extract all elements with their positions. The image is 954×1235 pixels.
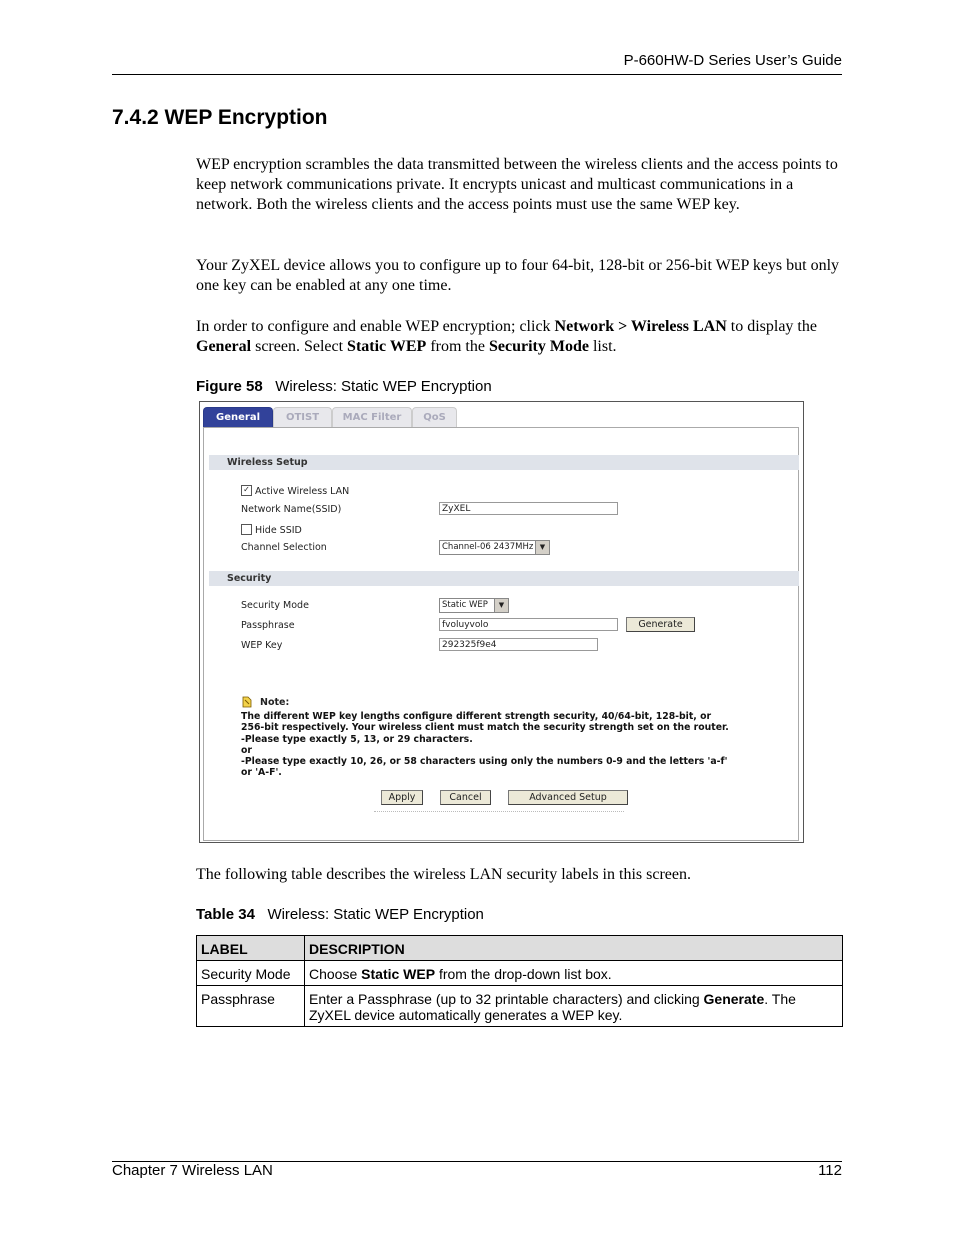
menu-path: Network > Wireless LAN	[554, 318, 727, 335]
option-name: Static WEP	[361, 966, 436, 982]
security-mode-label: Security Mode	[241, 600, 309, 611]
generate-button[interactable]: Generate	[626, 617, 695, 632]
button-name: Generate	[703, 991, 765, 1007]
text-run: Choose	[309, 966, 362, 982]
field-name: Security Mode	[488, 338, 589, 355]
text-run: Enter a Passphrase (up to 32 printable characters) and clicking	[309, 991, 704, 1007]
table-row	[197, 986, 843, 1027]
column-header-description: DESCRIPTION	[305, 936, 843, 961]
note-label: Note:	[260, 697, 290, 708]
divider	[374, 811, 624, 812]
running-header: P-660HW-D Series User’s Guide	[623, 52, 842, 69]
security-mode-value: Static WEP	[442, 600, 488, 610]
description-table	[196, 935, 843, 1027]
table-title: Wireless: Static WEP Encryption	[267, 906, 484, 923]
chevron-down-icon: ▼	[494, 599, 508, 612]
hide-ssid-checkbox[interactable]	[241, 524, 252, 535]
hide-ssid-label: Hide SSID	[255, 525, 302, 536]
figure-caption	[196, 378, 492, 395]
settings-panel	[203, 427, 799, 841]
chevron-down-icon: ▼	[535, 541, 549, 554]
option-name: Static WEP	[347, 338, 427, 355]
channel-value: Channel-06 2437MHz	[442, 542, 534, 552]
ssid-label: Network Name(SSID)	[241, 504, 342, 515]
chapter-title: Chapter 7 Wireless LAN	[112, 1162, 273, 1179]
tab-qos[interactable]: QoS	[412, 407, 457, 428]
tab-bar	[203, 406, 799, 428]
note-line: or 'A-F'.	[241, 767, 282, 779]
router-screenshot	[199, 401, 804, 843]
tab-general[interactable]: General	[203, 407, 273, 428]
row-label: Passphrase	[197, 986, 305, 1027]
note-text	[241, 711, 781, 779]
paragraph-wep-intro: WEP encryption scrambles the data transmitted between the wireless clients and the access points to keep network communications private. It encrypts unicast and multicast communications in a network. Both the wireless clients and the access points must use the same WEP key.	[196, 156, 838, 213]
table-row	[197, 961, 843, 986]
cancel-button[interactable]: Cancel	[440, 790, 491, 805]
text-run: list.	[588, 338, 617, 355]
figure-title: Wireless: Static WEP Encryption	[275, 378, 492, 395]
note-line: -Please type exactly 10, 26, or 58 characters using only the numbers 0-9 and the letters 'a-f'	[241, 756, 728, 768]
security-mode-select[interactable]	[439, 598, 509, 613]
wep-key-input[interactable]: 292325f9e4	[439, 638, 598, 651]
column-header-label: LABEL	[197, 936, 305, 961]
text-run: from the	[426, 338, 489, 355]
text-run: to display the	[726, 318, 817, 335]
paragraph-wep-keys: Your ZyXEL device allows you to configure up to four 64-bit, 128-bit or 256-bit WEP keys but only one key can be enabled at any one time.	[196, 257, 840, 294]
table-caption	[196, 906, 484, 923]
row-label: Security Mode	[197, 961, 305, 986]
row-description	[305, 961, 843, 986]
passphrase-input[interactable]: fvoluyvolo	[439, 618, 618, 631]
advanced-setup-button[interactable]: Advanced Setup	[508, 790, 628, 805]
note-line: 256-bit respectively. Your wireless client must match the security strength set on the router.	[241, 722, 729, 734]
note-line: The different WEP key lengths configure different strength security, 40/64-bit, 128-bit, or	[241, 711, 712, 722]
wep-key-label: WEP Key	[241, 640, 283, 651]
table-header-row	[197, 936, 843, 961]
note-hand-icon	[241, 696, 253, 708]
ssid-input[interactable]: ZyXEL	[439, 502, 618, 515]
note-line: or	[241, 744, 252, 756]
active-wireless-label: Active Wireless LAN	[255, 486, 350, 497]
apply-button[interactable]: Apply	[381, 790, 423, 805]
passphrase-label: Passphrase	[241, 620, 295, 631]
text-run: . The ZyXEL device automatically generates a WEP key.	[309, 991, 796, 1023]
tab-otist[interactable]: OTIST	[273, 407, 332, 428]
tab-mac-filter[interactable]: MAC Filter	[332, 407, 412, 428]
screen-name: General	[196, 338, 252, 355]
channel-select[interactable]	[439, 540, 550, 555]
figure-label: Figure 58	[196, 378, 263, 395]
page-number: 112	[818, 1162, 842, 1179]
text-run: screen. Select	[251, 338, 348, 355]
row-description	[305, 986, 843, 1027]
table-label: Table 34	[196, 906, 255, 923]
header-rule	[112, 74, 842, 75]
channel-label: Channel Selection	[241, 542, 327, 553]
section-heading: 7.4.2 WEP Encryption	[112, 106, 328, 129]
active-wireless-checkbox[interactable]: ✓	[241, 485, 252, 496]
text-run: from the drop-down list box.	[435, 966, 612, 982]
table-intro: The following table describes the wireless LAN security labels in this screen.	[196, 866, 691, 883]
paragraph-configure	[196, 317, 846, 357]
note-line: -Please type exactly 5, 13, or 29 characters.	[241, 733, 473, 745]
wireless-setup-header: Wireless Setup	[209, 455, 799, 470]
security-header: Security	[209, 571, 799, 586]
text-run: In order to configure and enable WEP encryption; click	[196, 318, 555, 335]
